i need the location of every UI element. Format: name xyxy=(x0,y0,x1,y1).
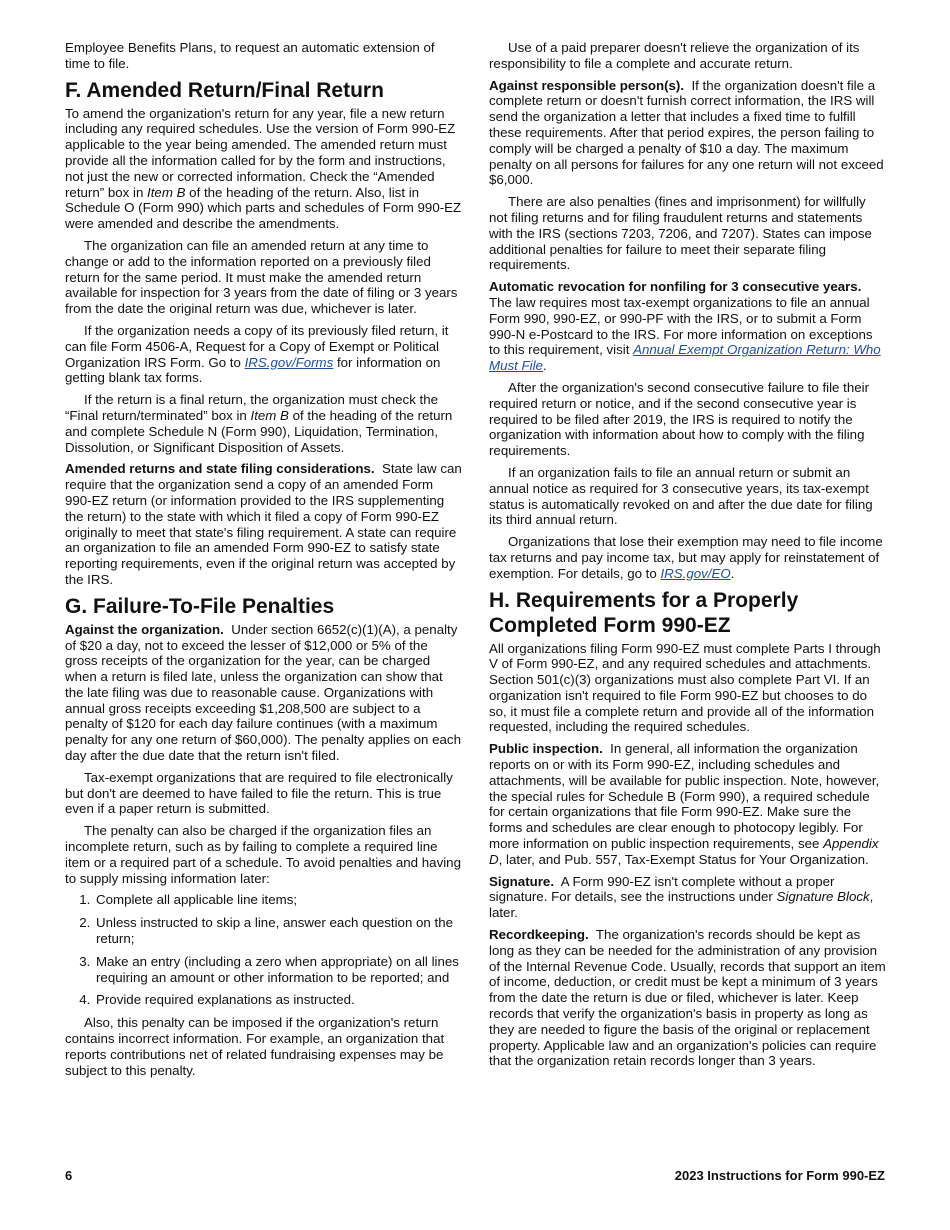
section-h-paragraph-1: All organizations filing Form 990-EZ must complete Parts I through V of Form 990-EZ, and any required schedules and attachments. Section 501(c)(3) organizations must also complete Part VI. If an organization isn't required to file Form 990-EZ but chooses to do so, it must file a complete return and provide all of the information requested, including the required schedules. xyxy=(489,640,881,735)
penalty-avoidance-list xyxy=(65,892,462,1008)
list-item: 2. Unless instructed to skip a line, answer each question on the return; xyxy=(94,915,462,947)
run-in-heading: Amended returns and state filing considerations. xyxy=(65,461,375,477)
revocation-paragraph: If an organization fails to file an annual return or submit an annual notice as required for 3 consecutive years, its tax-exempt status is automatically revoked on and after the due date for filing its third annual return. xyxy=(489,464,873,528)
section-g-paragraph-3: The penalty can also be charged if the organization files an incomplete return, such as by failing to complete a required line item or a required part of a schedule. To avoid penalties and having to supply missing information later: xyxy=(65,823,461,886)
automatic-revocation-paragraph: Automatic revocation for nonfiling for 3 consecutive years. The law requires most tax-exempt organizations to file an annual Form 990, 990-EZ, or 990-PF with the IRS, or to submit a Form 990-N e-Postcard to the IRS. For more information on exceptions to this requirement, visit Annual Exempt Organization Return: Who Must File. xyxy=(489,279,881,374)
section-g-paragraph-4: Also, this penalty can be imposed if the organization's return contains incorrect information. For example, an organization that reports contributions net of related fundraising expenses may be subject to this penalty. xyxy=(65,1015,445,1078)
item-b-reference: Item B xyxy=(147,184,186,200)
run-in-heading: Public inspection. xyxy=(489,741,603,757)
run-in-heading: Against responsible person(s). xyxy=(489,77,685,93)
intro-paragraph: Employee Benefits Plans, to request an automatic extension of time to file. xyxy=(65,40,435,71)
irs-eo-link[interactable]: IRS.gov/EO xyxy=(660,565,731,581)
who-must-file-link[interactable]: Annual Exempt Organization Return: Who Must File xyxy=(489,342,881,374)
footer-title: 2023 Instructions for Form 990-EZ xyxy=(674,1168,885,1183)
section-h-heading: H. Requirements for a Properly Completed Form 990-EZ xyxy=(489,588,799,637)
section-f-paragraph-5: Amended returns and state filing considerations. State law can require that the organization send a copy of an amended Form 990-EZ return (or information provided to the IRS supplementing the return) to the state with which it filed a copy of Form 990-EZ originally to meet that state's filing requirement. A state can require an organization to file an amended Form 990-EZ to satisfy state reporting requirements, even if the original return was accepted by the IRS. xyxy=(65,461,462,587)
section-f-heading: F. Amended Return/Final Return xyxy=(65,78,384,102)
section-f-paragraph-2: The organization can file an amended return at any time to change or add to the information reported on a previously filed return for the same period. It must make the amended return available for inspection for 3 years from the date of filing or 3 years from the date the original return was due, whichever is later. xyxy=(65,237,458,317)
section-f-paragraph-1: To amend the organization's return for any year, file a new return including any required schedules. Use the version of Form 990-EZ applicable to the year being amended. The amended return must provide all the information called for by the form and instructions, not just the new or corrected information. Check the “Amended return” box in Item B of the heading of the return. Also, list in Schedule O (Form 990) which parts and schedules of Form 990-EZ were amended and describe the amendments. xyxy=(65,105,462,232)
run-in-heading: Recordkeeping. xyxy=(489,927,589,943)
list-item: 1. Complete all applicable line items; xyxy=(94,892,462,908)
list-item: 3. Make an entry (including a zero when appropriate) on all lines requiring an amount or other information to be reported; and xyxy=(94,954,462,986)
paid-preparer-paragraph: Use of a paid preparer doesn't relieve the organization of its responsibility to file a complete and accurate return. xyxy=(489,40,860,71)
public-inspection-paragraph: Public inspection. In general, all information the organization reports on or with its Form 990-EZ, including schedules and attachments, will be available for public inspection. Note, however, the special rules for Schedule B (Form 990), a required schedule for certain organizations that file Form 990-EZ. Make sure the forms and schedules are clear enough to photocopy legibly. For more information on public inspection requirements, see Appendix D, later, and Pub. 557, Tax-Exempt Status for Your Organization. xyxy=(489,741,880,867)
page-number: 6 xyxy=(65,1168,73,1183)
right-column xyxy=(489,40,886,1075)
irs-forms-link[interactable]: IRS.gov/Forms xyxy=(244,354,334,370)
run-in-heading: Automatic revocation for nonfiling for 3 consecutive years. xyxy=(489,279,862,295)
recordkeeping-paragraph: Recordkeeping. The organization's records should be kept as long as they can be needed for the administration of any provision of the Internal Revenue Code. Usually, records that support an item of income, deduction, or credit must be kept a minimum of 3 years from the date the return is due or filed, whichever is later. Keep records that verify the organization's basis in property as long as they are needed to figure the basis of the original or replacement property. Applicable law and an organization's policies can require that the organization retain records longer than 3 years. xyxy=(489,927,886,1069)
section-f-paragraph-3: If the organization needs a copy of its previously filed return, it can file Form 4506-A, Request for a Copy of Exempt or Political Organization IRS Form. Go to IRS.gov/Forms for information on getting blank tax forms. xyxy=(65,322,449,386)
section-f-paragraph-4: If the return is a final return, the organization must check the “Final return/terminated” box in Item B of the heading of the return and complete Schedule N (Form 990), Liquidation, Termination, Dissolution, or Significant Disposition of Assets. xyxy=(65,392,453,455)
responsible-persons-paragraph: Against responsible person(s). If the organization doesn't file a complete return or doesn't furnish correct information, the IRS will send the organization a letter that includes a fixed time to fulfill these requirements. After that period expires, the person failing to comply will be charged a penalty of $10 a day. The maximum penalty on all persons for failures for any one return will not exceed $6,000. xyxy=(489,77,884,188)
fines-paragraph: There are also penalties (fines and imprisonment) for willfully not filing returns and for filing fraudulent returns and statements with the IRS (sections 7203, 7206, and 7207). States can impose additional penalties for failure to meet their separate filing requirements. xyxy=(489,194,872,273)
item-b-reference: Item B xyxy=(250,407,289,423)
section-g-paragraph-2: Tax-exempt organizations that are required to file electronically but don't are deemed to have failed to file the return. This is true even if a paper return is submitted. xyxy=(65,769,453,817)
section-g-paragraph-1: Against the organization. Under section 6652(c)(1)(A), a penalty of $20 a day, not to exceed the lesser of $12,000 or 5% of the gross receipts of the organization for the year, can be charged when a return is filed late, unless the organization can show that the late filing was due to reasonable cause. Organizations with annual gross receipts exceeding $1,208,500 are subject to a penalty of $120 for each day failure continues (with a maximum penalty for any one return of $60,000). The penalty applies on each day after the due date that the return isn't filed. xyxy=(65,621,461,764)
signature-paragraph: Signature. A Form 990-EZ isn't complete without a proper signature. For details, see the instructions under Signature Block, later. xyxy=(489,873,874,921)
section-g-heading: G. Failure-To-File Penalties xyxy=(65,594,335,618)
list-item: 4. Provide required explanations as instructed. xyxy=(94,992,462,1008)
second-failure-paragraph: After the organization's second consecutive failure to file their required return or notice, and if the second consecutive year is required to be filed after 2019, the IRS is required to notify the organization with information about how to comply with the filing requirements. xyxy=(489,379,870,459)
run-in-heading: Signature. xyxy=(489,873,555,889)
left-column xyxy=(65,40,462,1084)
run-in-heading: Against the organization. xyxy=(65,621,224,637)
reinstatement-paragraph: Organizations that lose their exemption may need to file income tax returns and pay income tax, but may apply for reinstatement of exemption. For details, go to IRS.gov/EO. xyxy=(489,534,883,581)
